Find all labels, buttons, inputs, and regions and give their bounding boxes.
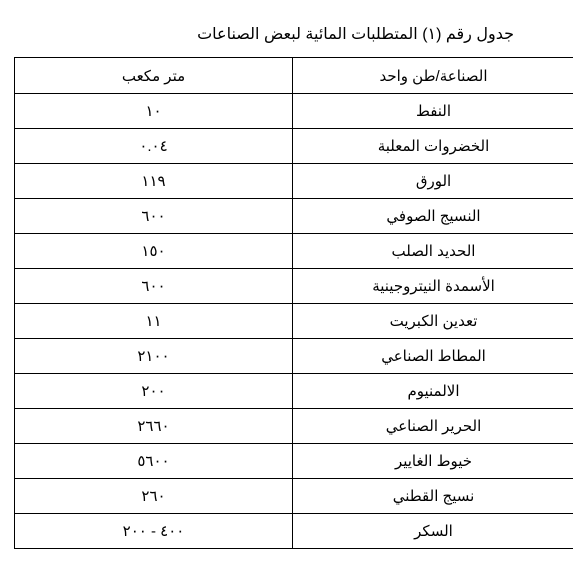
table-row	[15, 479, 573, 514]
table-row	[15, 514, 573, 549]
value-cell: ١١٩	[15, 164, 293, 199]
table-row	[15, 234, 573, 269]
value-cell: ٦٠٠	[15, 269, 293, 304]
table-row	[15, 129, 573, 164]
industry-cell: الخضروات المعلبة	[293, 129, 573, 164]
table-row	[15, 199, 573, 234]
table-row	[15, 374, 573, 409]
industry-cell: النسيج الصوفي	[293, 199, 573, 234]
table-row	[15, 164, 573, 199]
value-cell: ٦٠٠	[15, 199, 293, 234]
value-cell: ٤٠٠ - ٢٠٠	[15, 514, 293, 549]
table-row	[15, 304, 573, 339]
industry-cell: الورق	[293, 164, 573, 199]
header-cubic-meters: متر مكعب	[15, 58, 293, 94]
industry-cell: السكر	[293, 514, 573, 549]
value-cell: ١٥٠	[15, 234, 293, 269]
value-cell: ٥٦٠٠	[15, 444, 293, 479]
industry-cell: الالمنيوم	[293, 374, 573, 409]
industry-cell: النفط	[293, 94, 573, 129]
value-cell: ١٠	[15, 94, 293, 129]
table-row	[15, 444, 573, 479]
industry-cell: نسيج القطني	[293, 479, 573, 514]
industry-cell: المطاط الصناعي	[293, 339, 573, 374]
water-requirements-table	[14, 57, 573, 549]
table-row	[15, 269, 573, 304]
industry-cell: الأسمدة النيتروجينية	[293, 269, 573, 304]
value-cell: ٢١٠٠	[15, 339, 293, 374]
value-cell: ١١	[15, 304, 293, 339]
value-cell: ٢٦٠	[15, 479, 293, 514]
table-header-row	[15, 58, 573, 94]
industry-cell: الحرير الصناعي	[293, 409, 573, 444]
value-cell: ٢٦٦٠	[15, 409, 293, 444]
industry-cell: خيوط الغايير	[293, 444, 573, 479]
table-row	[15, 339, 573, 374]
table-row	[15, 409, 573, 444]
value-cell: ٢٠٠	[15, 374, 293, 409]
value-cell: ٠.٠٤	[15, 129, 293, 164]
table-caption: جدول رقم (١) المتطلبات المائية لبعض الصناعات	[197, 26, 514, 43]
header-industry-per-ton: الصناعة/طن واحد	[293, 58, 573, 94]
industry-cell: الحديد الصلب	[293, 234, 573, 269]
industry-cell: تعدين الكبريت	[293, 304, 573, 339]
table-row	[15, 94, 573, 129]
